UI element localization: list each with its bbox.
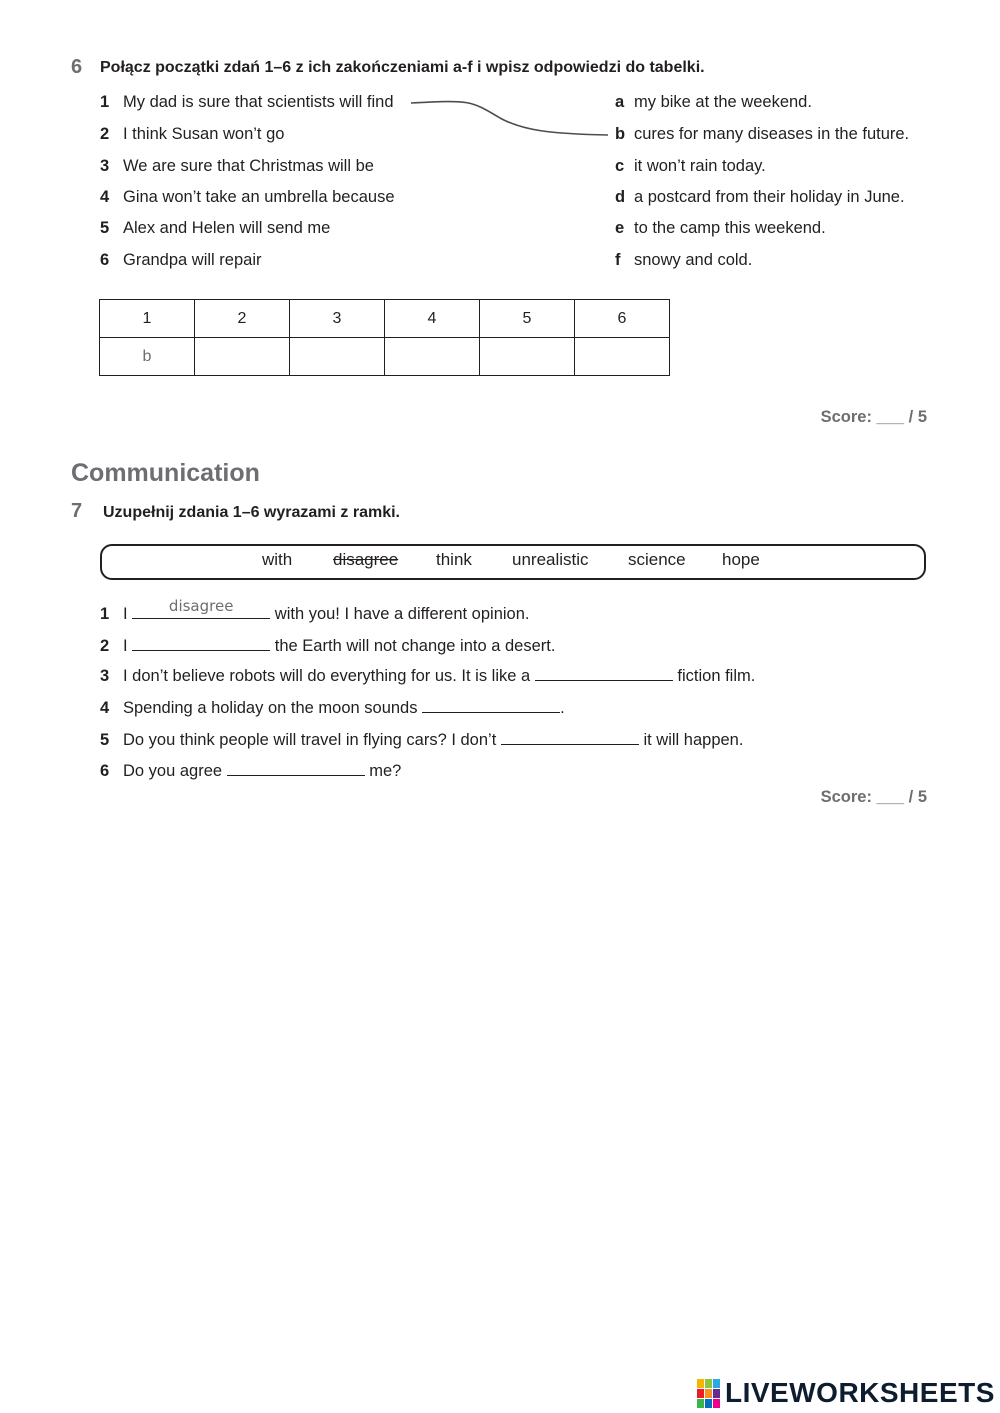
liveworksheets-logo-icon — [697, 1377, 723, 1409]
exercise-7-number: 7 — [71, 500, 83, 522]
answer-cell-6[interactable] — [575, 338, 670, 376]
answer-table-header-row — [100, 300, 670, 338]
answer-blank[interactable] — [422, 698, 560, 713]
word-box-word: science — [628, 550, 686, 569]
sentence-item: 1 I disagree with you! I have a different opinion. — [100, 597, 530, 623]
table-header-cell: 3 — [290, 300, 385, 338]
ending-item: d a postcard from their holiday in June. — [615, 188, 905, 206]
exercise-7-instruction: Uzupełnij zdania 1–6 wyrazami z ramki. — [103, 504, 400, 521]
sentence-item: 3 I don’t believe robots will do everything for us. It is like a fiction film. — [100, 667, 756, 685]
answer-cell-4[interactable] — [385, 338, 480, 376]
sentence-item: 6 Do you agree me? — [100, 762, 402, 780]
ending-item: f snowy and cold. — [615, 251, 753, 269]
table-header-cell: 6 — [575, 300, 670, 338]
sentence-item: 2 I the Earth will not change into a desert. — [100, 637, 556, 655]
word-box-word: with — [262, 550, 293, 569]
answer-cell-1: b — [100, 338, 195, 376]
beginning-item: 3 We are sure that Christmas will be — [100, 157, 374, 175]
answer-table-answer-row — [100, 338, 670, 376]
beginning-item: 5 Alex and Helen will send me — [100, 219, 331, 237]
word-box-word-used: disagree — [333, 550, 399, 569]
exercise-6-number: 6 — [71, 56, 83, 78]
answer-cell-2[interactable] — [195, 338, 290, 376]
exercise-7-score: Score: ___ / 5 — [820, 788, 927, 806]
table-header-cell: 1 — [100, 300, 195, 338]
sentence-item: 4 Spending a holiday on the moon sounds . — [100, 699, 565, 717]
beginning-item: 1 My dad is sure that scientists will find — [100, 93, 394, 111]
beginning-item: 6 Grandpa will repair — [100, 251, 262, 269]
section-title: Communication — [71, 459, 260, 487]
answer-blank[interactable] — [132, 636, 270, 651]
word-box-word: hope — [722, 550, 760, 569]
answer-table — [99, 299, 670, 376]
table-header-cell: 4 — [385, 300, 480, 338]
answer-cell-5[interactable] — [480, 338, 575, 376]
word-box-word: unrealistic — [512, 550, 589, 569]
ending-item: b cures for many diseases in the future. — [615, 125, 910, 143]
ending-item: e to the camp this weekend. — [615, 219, 826, 237]
beginning-item: 4 Gina won’t take an umbrella because — [100, 188, 395, 206]
sentence-item: 5 Do you think people will travel in flying cars? I don’t it will happen. — [100, 731, 744, 749]
answer-blank[interactable] — [535, 666, 673, 681]
answer-blank: disagree — [132, 604, 270, 619]
word-box-word: think — [436, 550, 472, 569]
ending-item: a my bike at the weekend. — [615, 93, 812, 111]
table-header-cell: 2 — [195, 300, 290, 338]
answer-blank[interactable] — [501, 730, 639, 745]
answer-cell-3[interactable] — [290, 338, 385, 376]
ending-item: c it won’t rain today. — [615, 157, 766, 175]
exercise-6-instruction: Połącz początki zdań 1–6 z ich zakończeniami a-f i wpisz odpowiedzi do tabelki. — [100, 59, 705, 76]
answer-blank[interactable] — [227, 761, 365, 776]
exercise-6-score: Score: ___ / 5 — [820, 408, 927, 426]
liveworksheets-logo-text: LIVEWORKSHEETS — [725, 1377, 995, 1408]
beginning-item: 2 I think Susan won’t go — [100, 125, 285, 143]
match-line — [0, 0, 1000, 300]
table-header-cell: 5 — [480, 300, 575, 338]
